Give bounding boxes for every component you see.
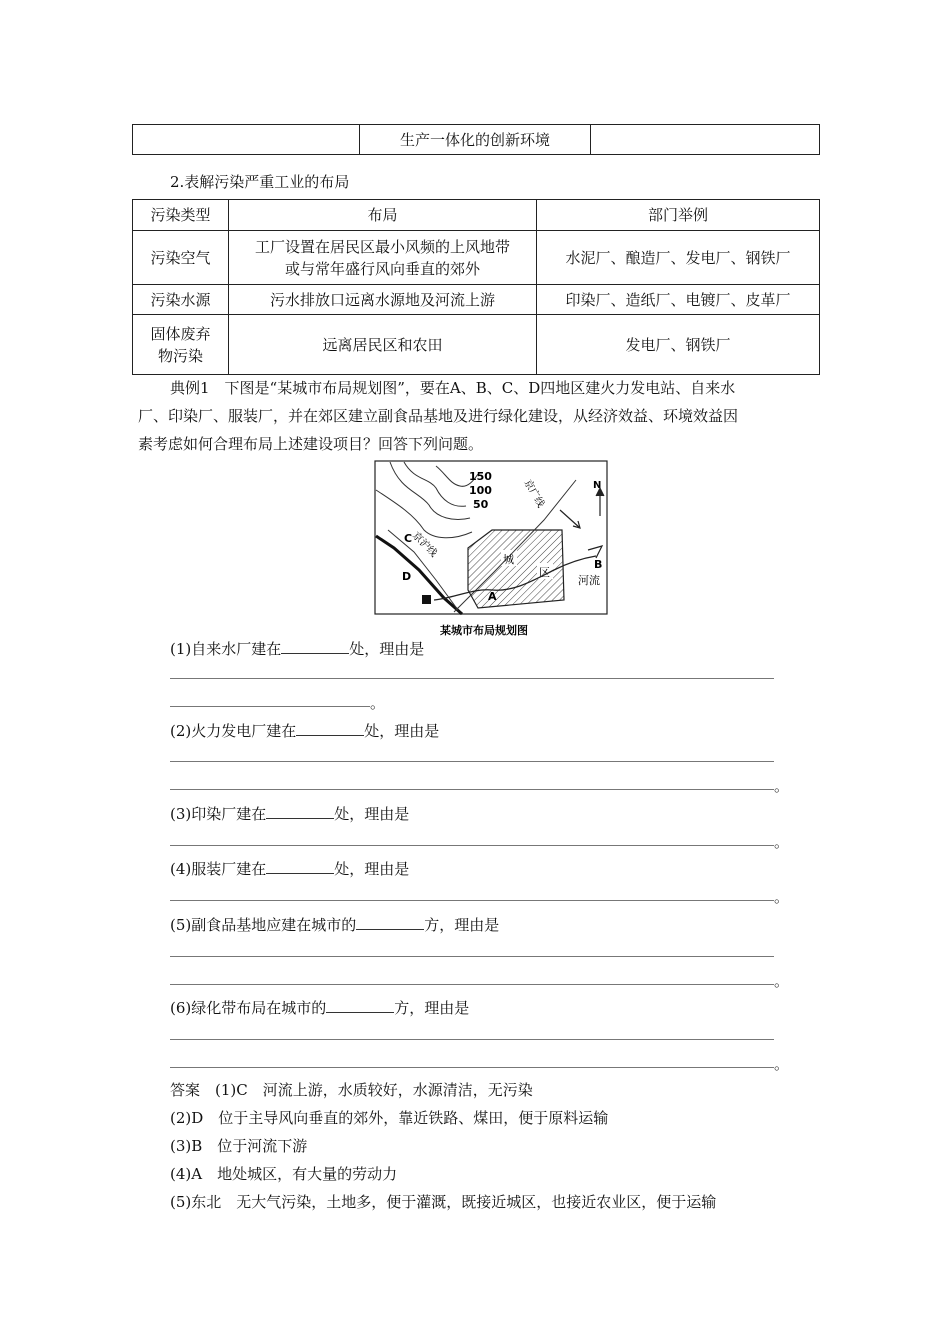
top-table-cell-right (591, 125, 820, 155)
q5-blank[interactable] (356, 913, 424, 930)
row1-layout (229, 231, 537, 285)
answer-5: (5)东北 无大气污染，土地多，便于灌溉，既接近城区，也接近农业区，便于运输 (170, 1193, 717, 1211)
q2-post: 处，理由是 (364, 722, 440, 740)
question-3 (170, 802, 409, 825)
point-a: A (488, 590, 497, 603)
city-label-2: 区 (539, 566, 550, 579)
example-line1: 典例1 下图是“某城市布局规划图”，要在A、B、C、D四地区建火力发电站、自来水 (170, 379, 736, 397)
map-caption: 某城市布局规划图 (440, 624, 528, 637)
example-line2: 厂、印染厂、服装厂，并在郊区建立副食品基地及进行绿化建设，从经济效益、环境效益因 (138, 407, 739, 425)
answer-2: (2)D 位于主导风向垂直的郊外，靠近铁路、煤田，便于原料运输 (170, 1109, 609, 1127)
row3-layout: 远离居民区和农田 (229, 315, 537, 375)
q2-end: 。 (774, 777, 790, 795)
q3-answer-line-1[interactable] (170, 845, 774, 846)
question-1 (170, 637, 424, 660)
row3-examples: 发电厂、钢铁厂 (537, 315, 820, 375)
row2-type: 污染水源 (133, 285, 229, 315)
rail2-label: 京沪线 (409, 530, 439, 560)
q3-blank[interactable] (266, 802, 334, 819)
q2-answer-line-2[interactable] (170, 789, 774, 790)
q6-pre: (6)绿化带布局在城市的 (170, 999, 327, 1017)
q6-answer-line-2[interactable] (170, 1067, 774, 1068)
city-label-1: 城 (503, 553, 514, 566)
row1-layout-line2: 或与常年盛行风向垂直的郊外 (284, 259, 480, 278)
row3-type-line2: 物污染 (157, 346, 203, 365)
q2-answer-line-1[interactable] (170, 761, 774, 762)
coal-field-marker (422, 595, 431, 604)
q4-post: 处，理由是 (334, 860, 410, 878)
answer-3: (3)B 位于河流下游 (170, 1137, 308, 1155)
row1-examples: 水泥厂、酿造厂、发电厂、钢铁厂 (537, 231, 820, 285)
question-5 (170, 913, 499, 936)
q5-post: 方，理由是 (424, 916, 500, 934)
top-table-cell-middle: 生产一体化的创新环境 (360, 125, 591, 155)
contour-label-100: 100 (469, 484, 492, 497)
q3-end: 。 (774, 833, 790, 851)
point-b: B (594, 558, 603, 571)
row2-layout: 污水排放口远离水源地及河流上游 (229, 285, 537, 315)
q1-pre: (1)自来水厂建在 (170, 640, 282, 658)
q5-answer-line-2[interactable] (170, 984, 774, 985)
row1-type: 污染空气 (133, 231, 229, 285)
q2-blank[interactable] (296, 719, 364, 736)
row1-layout-line1: 工厂设置在居民区最小风频的上风地带 (254, 237, 510, 256)
q4-end: 。 (774, 888, 790, 906)
q1-answer-line-1[interactable] (170, 678, 774, 679)
question-6 (170, 996, 469, 1019)
river-label: 河流 (578, 574, 600, 587)
point-d: D (402, 570, 412, 583)
example-line3: 素考虑如何合理布局上述建设项目？回答下列问题。 (138, 435, 484, 453)
q1-post: 处，理由是 (349, 640, 425, 658)
q5-answer-line-1[interactable] (170, 956, 774, 957)
section2-title: 2.表解污染严重工业的布局 (170, 173, 350, 191)
q6-post: 方，理由是 (394, 999, 470, 1017)
question-2 (170, 719, 439, 742)
header-layout: 布局 (229, 200, 537, 231)
top-table-cell-left (133, 125, 360, 155)
q1-end: 。 (370, 694, 386, 712)
q4-blank[interactable] (266, 857, 334, 874)
header-type: 污染类型 (133, 200, 229, 231)
q6-end: 。 (774, 1055, 790, 1073)
row3-type-line1: 固体废弃 (150, 324, 211, 343)
question-4 (170, 857, 409, 880)
q1-blank[interactable] (281, 637, 349, 654)
city-layout-map (374, 460, 610, 640)
q2-pre: (2)火力发电厂建在 (170, 722, 297, 740)
pollution-table (132, 199, 820, 375)
q3-post: 处，理由是 (334, 805, 410, 823)
row3-type (133, 315, 229, 375)
contour-label-150: 150 (469, 470, 492, 483)
contour-label-50: 50 (473, 498, 489, 511)
q1-answer-line-2[interactable] (170, 706, 370, 707)
row2-examples: 印染厂、造纸厂、电镀厂、皮革厂 (537, 285, 820, 315)
q3-pre: (3)印染厂建在 (170, 805, 267, 823)
top-table (132, 124, 820, 155)
q5-end: 。 (774, 972, 790, 990)
answer-1: 答案 (1)C 河流上游，水质较好，水源清洁，无污染 (170, 1081, 533, 1099)
q5-pre: (5)副食品基地应建在城市的 (170, 916, 357, 934)
point-c: C (404, 532, 413, 545)
q4-pre: (4)服装厂建在 (170, 860, 267, 878)
q4-answer-line-1[interactable] (170, 900, 774, 901)
header-examples: 部门举例 (537, 200, 820, 231)
railway-label: 京广线 (521, 478, 546, 510)
q6-blank[interactable] (326, 996, 394, 1013)
north-label: N (593, 480, 602, 491)
answer-4: (4)A 地处城区，有大量的劳动力 (170, 1165, 398, 1183)
q6-answer-line-1[interactable] (170, 1039, 774, 1040)
